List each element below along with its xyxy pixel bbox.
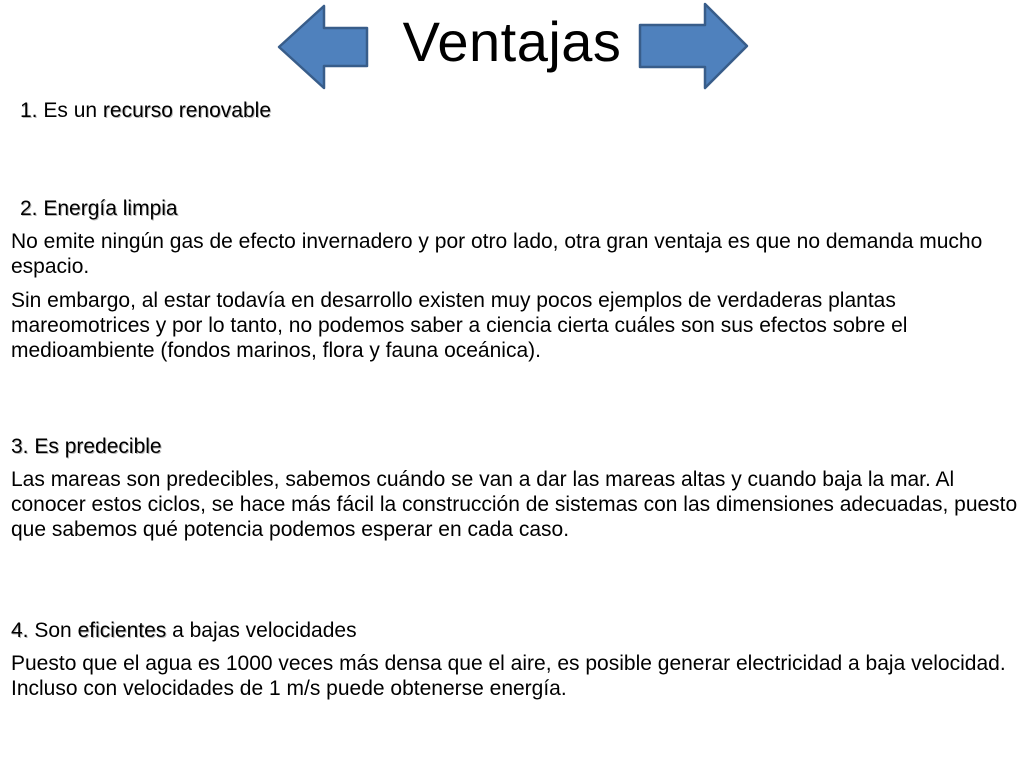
item-label-suffix: a bajas velocidades <box>166 619 357 642</box>
item-label-prefix: Es un <box>43 99 103 122</box>
advantage-3-paragraph: Las mareas son predecibles, sabemos cuándo se van a dar las mareas altas y cuando baja la mar. Al conocer estos ciclos, se hace más fácil la construcción de sistemas con las dimensiones adecuadas, puesto que sabemos qué potencia podemos esperar en cada caso. <box>11 468 1018 541</box>
item-highlight: Es predecible <box>34 435 162 458</box>
advantage-4-heading <box>11 618 357 643</box>
advantage-2-heading <box>20 196 178 221</box>
slide-title: Ventajas <box>402 10 622 73</box>
advantage-3-heading <box>11 434 162 459</box>
item-highlight: Energía limpia <box>43 197 178 220</box>
item-number: 2. <box>20 197 38 220</box>
item-number: 4. <box>11 619 29 642</box>
item-highlight: recurso renovable <box>102 99 271 122</box>
item-highlight: eficientes <box>77 619 167 642</box>
item-number: 1. <box>20 99 38 122</box>
advantage-1-heading <box>20 98 271 123</box>
item-label-prefix: Son <box>34 619 78 642</box>
item-number: 3. <box>11 435 29 458</box>
advantage-2-paragraph-2: Sin embargo, al estar todavía en desarrollo existen muy pocos ejemplos de verdaderas plantas mareomotrices y por lo tanto, no podemos saber a ciencia cierta cuáles son sus efectos sobre el medioambiente (fondos marinos, flora y fauna oceánica). <box>11 289 908 362</box>
next-slide-button[interactable] <box>636 2 750 90</box>
advantage-2-paragraph-1: No emite ningún gas de efecto invernadero y por otro lado, otra gran ventaja es que no demanda mucho espacio. <box>11 230 983 278</box>
advantage-4-paragraph: Puesto que el agua es 1000 veces más densa que el aire, es posible generar electricidad a baja velocidad. Incluso con velocidades de 1 m/s puede obtenerse energía. <box>11 652 1006 700</box>
right-arrow-icon <box>636 2 750 90</box>
